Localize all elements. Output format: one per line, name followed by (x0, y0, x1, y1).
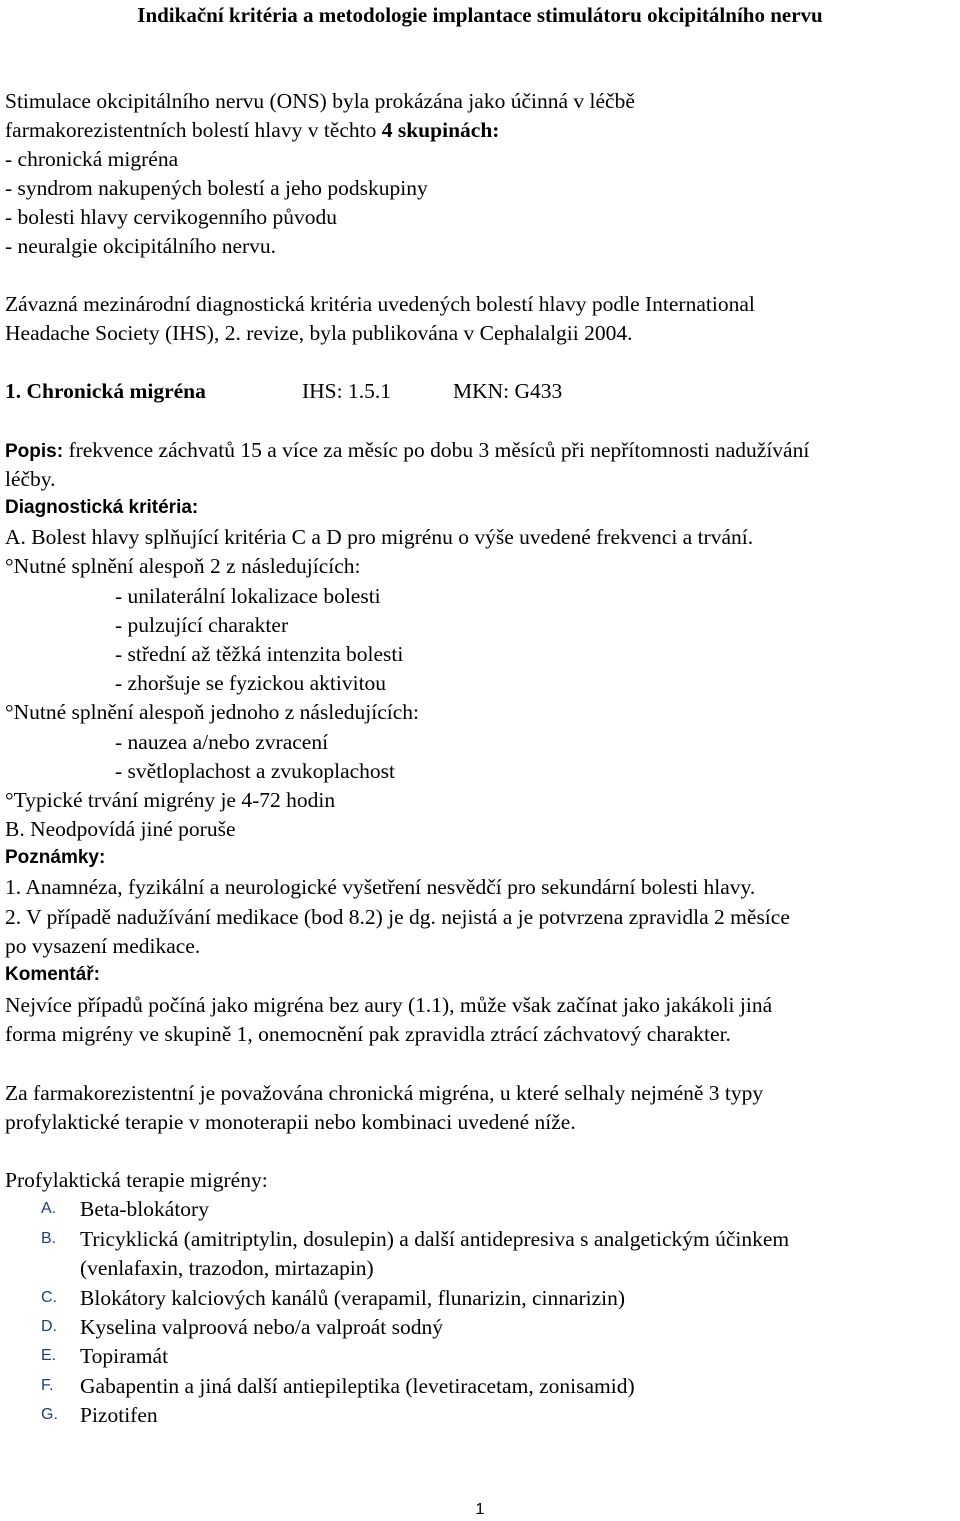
list-letter: F. (41, 1377, 54, 1394)
refractory-line-2: profylaktické terapie v monoterapii nebo kombinaci uvedené níže. (5, 1110, 576, 1134)
diagnostic-criteria-heading: Diagnostická kritéria: (5, 497, 199, 518)
list-item: Beta-blokátory (80, 1197, 209, 1221)
mkn-code: MKN: G433 (453, 379, 563, 403)
list-letter: C. (41, 1289, 57, 1306)
requirement-item: - světloplachost a zvukoplachost (115, 759, 396, 783)
list-letter: G. (41, 1406, 58, 1423)
ihs-code: IHS: 1.5.1 (302, 379, 391, 403)
list-item: Blokátory kalciových kanálů (verapamil, flunarizin, cinnarizin) (80, 1286, 626, 1310)
comment-line-2: forma migrény ve skupině 1, onemocnění pak zpravidla ztrácí záchvatový charakter. (5, 1022, 731, 1046)
list-letter: D. (41, 1318, 57, 1335)
comment-heading: Komentář: (5, 964, 101, 985)
requirement-item: - pulzující charakter (115, 613, 289, 637)
intro-groups-count: 4 skupinách: (381, 118, 500, 142)
note-2-cont: po vysazení medikace. (5, 934, 201, 958)
list-item: Tricyklická (amitriptylin, dosulepin) a další antidepresiva s analgetickým účinkem (80, 1227, 790, 1251)
notes-heading: Poznámky: (5, 847, 106, 868)
note-1: 1. Anamnéza, fyzikální a neurologické vyšetření nesvědčí pro sekundární bolesti hlavy. (5, 875, 756, 899)
criterion-b: B. Neodpovídá jiné poruše (5, 817, 236, 841)
comment-line-1: Nejvíce případů počíná jako migréna bez aury (1.1), může však začínat jako jakákoli jiná (5, 993, 773, 1017)
description-cont: léčby. (5, 467, 56, 491)
list-item: Pizotifen (80, 1403, 158, 1427)
page-number: 1 (475, 1501, 485, 1518)
criterion-a: A. Bolest hlavy splňující kritéria C a D pro migrénu o výše uvedené frekvenci a trvání. (5, 525, 754, 549)
list-item: Kyselina valproová nebo/a valproát sodný (80, 1315, 444, 1339)
requirement-item: - zhoršuje se fyzickou aktivitou (115, 671, 387, 695)
description-line (5, 437, 809, 465)
list-item-cont: (venlafaxin, trazodon, mirtazapin) (80, 1256, 374, 1280)
requirement-1: °Nutné splnění alespoň 2 z následujících: (5, 554, 361, 578)
ihs-line-1: Závazná mezinárodní diagnostická kritéria uvedených bolestí hlavy podle International (5, 292, 755, 316)
note-2: 2. V případě nadužívání medikace (bod 8.2) je dg. nejistá a je potvrzena zpravidla 2 měsíce (5, 905, 790, 929)
list-letter: B. (41, 1230, 57, 1247)
group-item: - syndrom nakupených bolestí a jeho podskupiny (5, 176, 428, 200)
group-item: - bolesti hlavy cervikogenního původu (5, 205, 337, 229)
requirement-item: - nauzea a/nebo zvracení (115, 730, 329, 754)
requirement-2: °Nutné splnění alespoň jednoho z následujících: (5, 700, 420, 724)
list-item: Gabapentin a jiná další antiepileptika (levetiracetam, zonisamid) (80, 1374, 635, 1398)
list-letter: E. (41, 1347, 57, 1364)
intro-line-2 (5, 117, 499, 143)
list-letter: A. (41, 1200, 57, 1217)
prophylaxis-heading: Profylaktická terapie migrény: (5, 1168, 268, 1192)
group-item: - neuralgie okcipitálního nervu. (5, 234, 277, 258)
intro-line-2-text: farmakorezistentních bolestí hlavy v těchto (5, 118, 382, 142)
list-item: Topiramát (80, 1344, 169, 1368)
description-label: Popis: (5, 441, 64, 462)
refractory-line-1: Za farmakorezistentní je považována chronická migréna, u které selhaly nejméně 3 typy (5, 1081, 764, 1105)
section-heading-chronic-migraine: 1. Chronická migréna (5, 379, 206, 403)
group-item: - chronická migréna (5, 147, 179, 171)
requirement-item: - střední až těžká intenzita bolesti (115, 642, 404, 666)
typical-duration: °Typické trvání migrény je 4-72 hodin (5, 788, 336, 812)
requirement-item: - unilaterální lokalizace bolesti (115, 584, 381, 608)
ihs-line-2: Headache Society (IHS), 2. revize, byla publikována v Cephalalgii 2004. (5, 321, 633, 345)
description-text: frekvence záchvatů 15 a více za měsíc po dobu 3 měsíců při nepřítomnosti nadužívání (63, 438, 810, 462)
document-title: Indikační kritéria a metodologie implantace stimulátoru okcipitálního nervu (137, 3, 823, 27)
intro-line-1: Stimulace okcipitálního nervu (ONS) byla prokázána jako účinná v léčbě (5, 89, 635, 113)
